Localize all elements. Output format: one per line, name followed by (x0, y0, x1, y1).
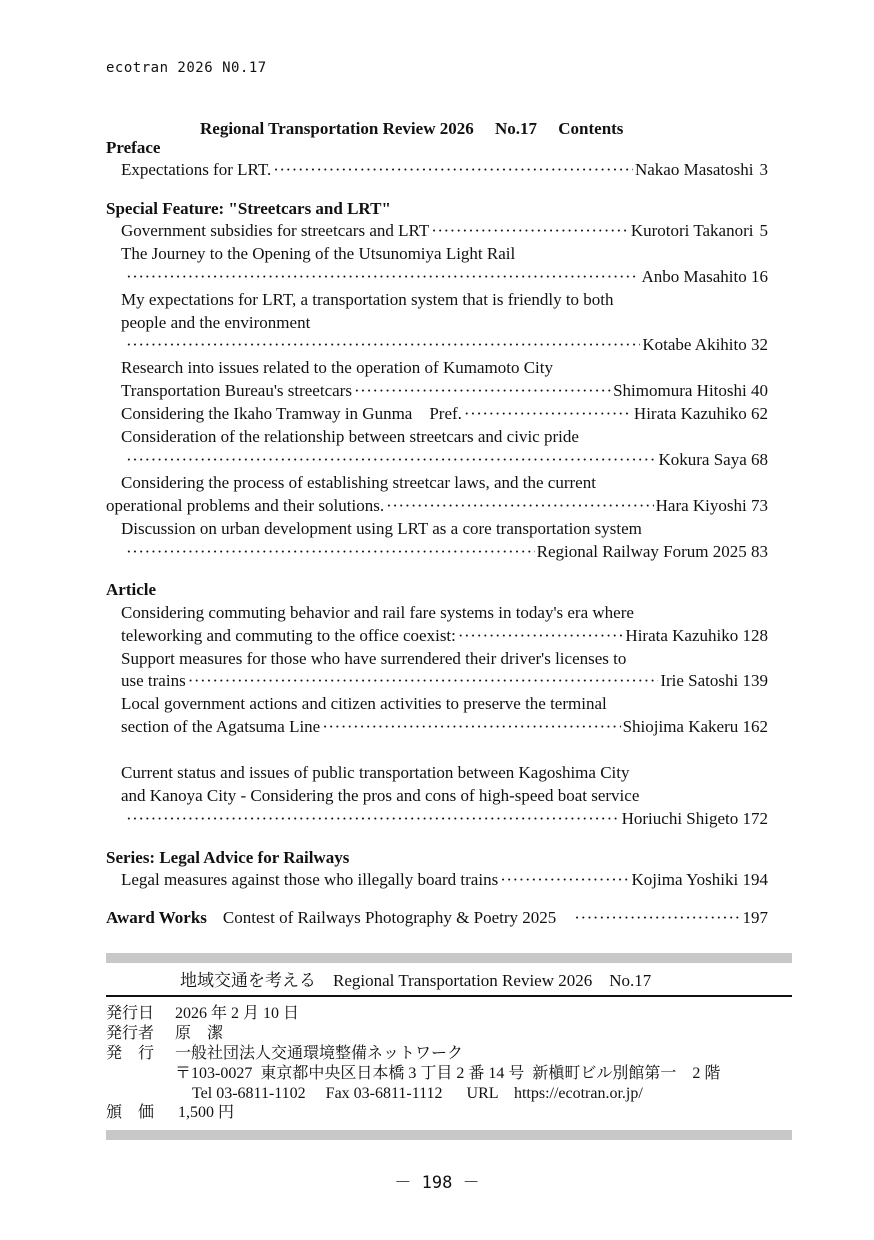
entry-title-line: Local government actions and citizen activities to preserve the terminal (121, 694, 607, 713)
divider-rule (106, 995, 792, 997)
entry-title: teleworking and commuting to the office coexist: (121, 626, 456, 645)
price-value: 1,500 円 (178, 1104, 235, 1121)
entry-title-line: Considering the process of establishing streetcar laws, and the current (121, 473, 596, 492)
leader-dots (188, 670, 659, 692)
toc-entry[interactable] (121, 716, 768, 738)
leader-dots (126, 449, 656, 471)
leader-dots (322, 716, 620, 738)
publisher-label: 発行者 (106, 1025, 155, 1042)
section-heading-article: Article (106, 580, 157, 599)
price-label: 頒 価 (106, 1104, 155, 1121)
address: 〒103-0027 東京都中央区日本橋 3 丁目 2 番 14 号 新槇町ビル別館第一 2 階 (175, 1065, 721, 1082)
toc-entry[interactable] (121, 403, 768, 425)
entry-title: operational problems and their solutions. (106, 496, 385, 515)
toc-entry[interactable] (121, 220, 768, 242)
contents-title: Regional Transportation Review 2026 No.17 Contents (200, 119, 624, 138)
entry-title-line: people and the environment (121, 313, 311, 332)
entry-author: Kurotori Takanori (630, 221, 754, 240)
entry-author: Shimomura Hitoshi 40 (613, 381, 768, 400)
divider-bar-top (106, 953, 792, 963)
section-heading-series: Series: Legal Advice for Railways (106, 848, 350, 867)
entry-author: Kojima Yoshiki 194 (631, 870, 768, 889)
entry-author: Hara Kiyoshi 73 (655, 496, 768, 515)
entry-page: 3 (759, 160, 768, 179)
entry-title-line: My expectations for LRT, a transportation system that is friendly to both (121, 290, 614, 309)
contact-info: Tel 03-6811-1102 Fax 03-6811-1112 URL https://ecotran.or.jp/ (192, 1085, 643, 1102)
leader-dots (354, 380, 611, 402)
toc-entry-award[interactable] (106, 907, 768, 929)
entry-title: Expectations for LRT. (121, 160, 272, 179)
toc-entry[interactable] (121, 380, 768, 402)
entry-title-line: Research into issues related to the operation of Kumamoto City (121, 358, 553, 377)
leader-dots (126, 808, 620, 830)
toc-entry[interactable] (121, 625, 768, 647)
leader-dots (458, 625, 624, 647)
leader-dots (386, 495, 654, 517)
toc-entry[interactable] (121, 670, 768, 692)
leader-dots (126, 541, 535, 563)
entry-author: Anbo Masahito 16 (641, 267, 768, 286)
leader-dots (464, 403, 632, 425)
entry-title: Considering the Ikaho Tramway in Gunma Pref. (121, 404, 462, 423)
entry-author: Irie Satoshi 139 (660, 671, 768, 690)
entry-title-line: Discussion on urban development using LRT as a core transportation system (121, 519, 642, 538)
entry-title: use trains (121, 671, 186, 690)
leader-dots (574, 907, 740, 929)
leader-dots (126, 334, 640, 356)
entry-title-line: The Journey to the Opening of the Utsunomiya Light Rail (121, 244, 516, 263)
leader-dots (126, 266, 639, 288)
entry-page: 5 (759, 221, 768, 240)
entry-title: Government subsidies for streetcars and LRT (121, 221, 430, 240)
issuer-value: 一般社団法人交通環境整備ネットワーク (175, 1045, 464, 1062)
entry-title-line: Support measures for those who have surrendered their driver's licenses to (121, 649, 627, 668)
toc-entry[interactable] (124, 449, 768, 471)
entry-author: Nakao Masatoshi (634, 160, 754, 179)
entry-author: Kokura Saya 68 (658, 450, 768, 469)
entry-title: Legal measures against those who illegally board trains (121, 870, 499, 889)
issuer-label: 発 行 (106, 1045, 155, 1062)
entry-author: Kotabe Akihito 32 (642, 335, 768, 354)
entry-author: Hirata Kazuhiko 128 (625, 626, 768, 645)
toc-entry[interactable] (121, 159, 768, 181)
publisher-value: 原 潔 (175, 1025, 224, 1042)
entry-title-line: Considering commuting behavior and rail fare systems in today's era where (121, 603, 634, 622)
toc-entry[interactable] (121, 869, 768, 891)
section-heading-preface: Preface (106, 138, 161, 157)
toc-entry[interactable] (124, 541, 768, 563)
colophon-title: 地域交通を考える Regional Transportation Review 2026 No.17 (180, 971, 652, 990)
toc-entry[interactable] (124, 266, 768, 288)
running-header: ecotran 2026 N0.17 (106, 60, 267, 76)
entry-title-line: Consideration of the relationship between streetcars and civic pride (121, 427, 579, 446)
award-label: Award Works (106, 908, 207, 927)
entry-title-line: Current status and issues of public transportation between Kagoshima City (121, 763, 630, 782)
divider-bar-bottom (106, 1130, 792, 1140)
date-label: 発行日 (106, 1005, 155, 1022)
section-heading-special-feature: Special Feature: "Streetcars and LRT" (106, 199, 391, 218)
entry-title: section of the Agatsuma Line (121, 717, 321, 736)
leader-dots (431, 220, 629, 242)
leader-dots (500, 869, 629, 891)
entry-title: Transportation Bureau's streetcars (121, 381, 352, 400)
leader-dots (273, 159, 633, 181)
entry-author: Hirata Kazuhiko 62 (633, 404, 768, 423)
toc-entry[interactable] (124, 808, 768, 830)
entry-title: Contest of Railways Photography & Poetry 2025 (222, 908, 557, 927)
toc-entry[interactable] (106, 495, 768, 517)
entry-author: Regional Railway Forum 2025 83 (536, 542, 768, 561)
page-number: － 198 － (394, 1173, 480, 1193)
entry-author: Horiuchi Shigeto 172 (621, 809, 768, 828)
date-value: 2026 年 2 月 10 日 (175, 1005, 300, 1022)
entry-author: Shiojima Kakeru 162 (622, 717, 768, 736)
entry-title-line: and Kanoya City - Considering the pros and cons of high-speed boat service (121, 786, 640, 805)
entry-page: 197 (742, 908, 768, 927)
toc-entry[interactable] (124, 334, 768, 356)
